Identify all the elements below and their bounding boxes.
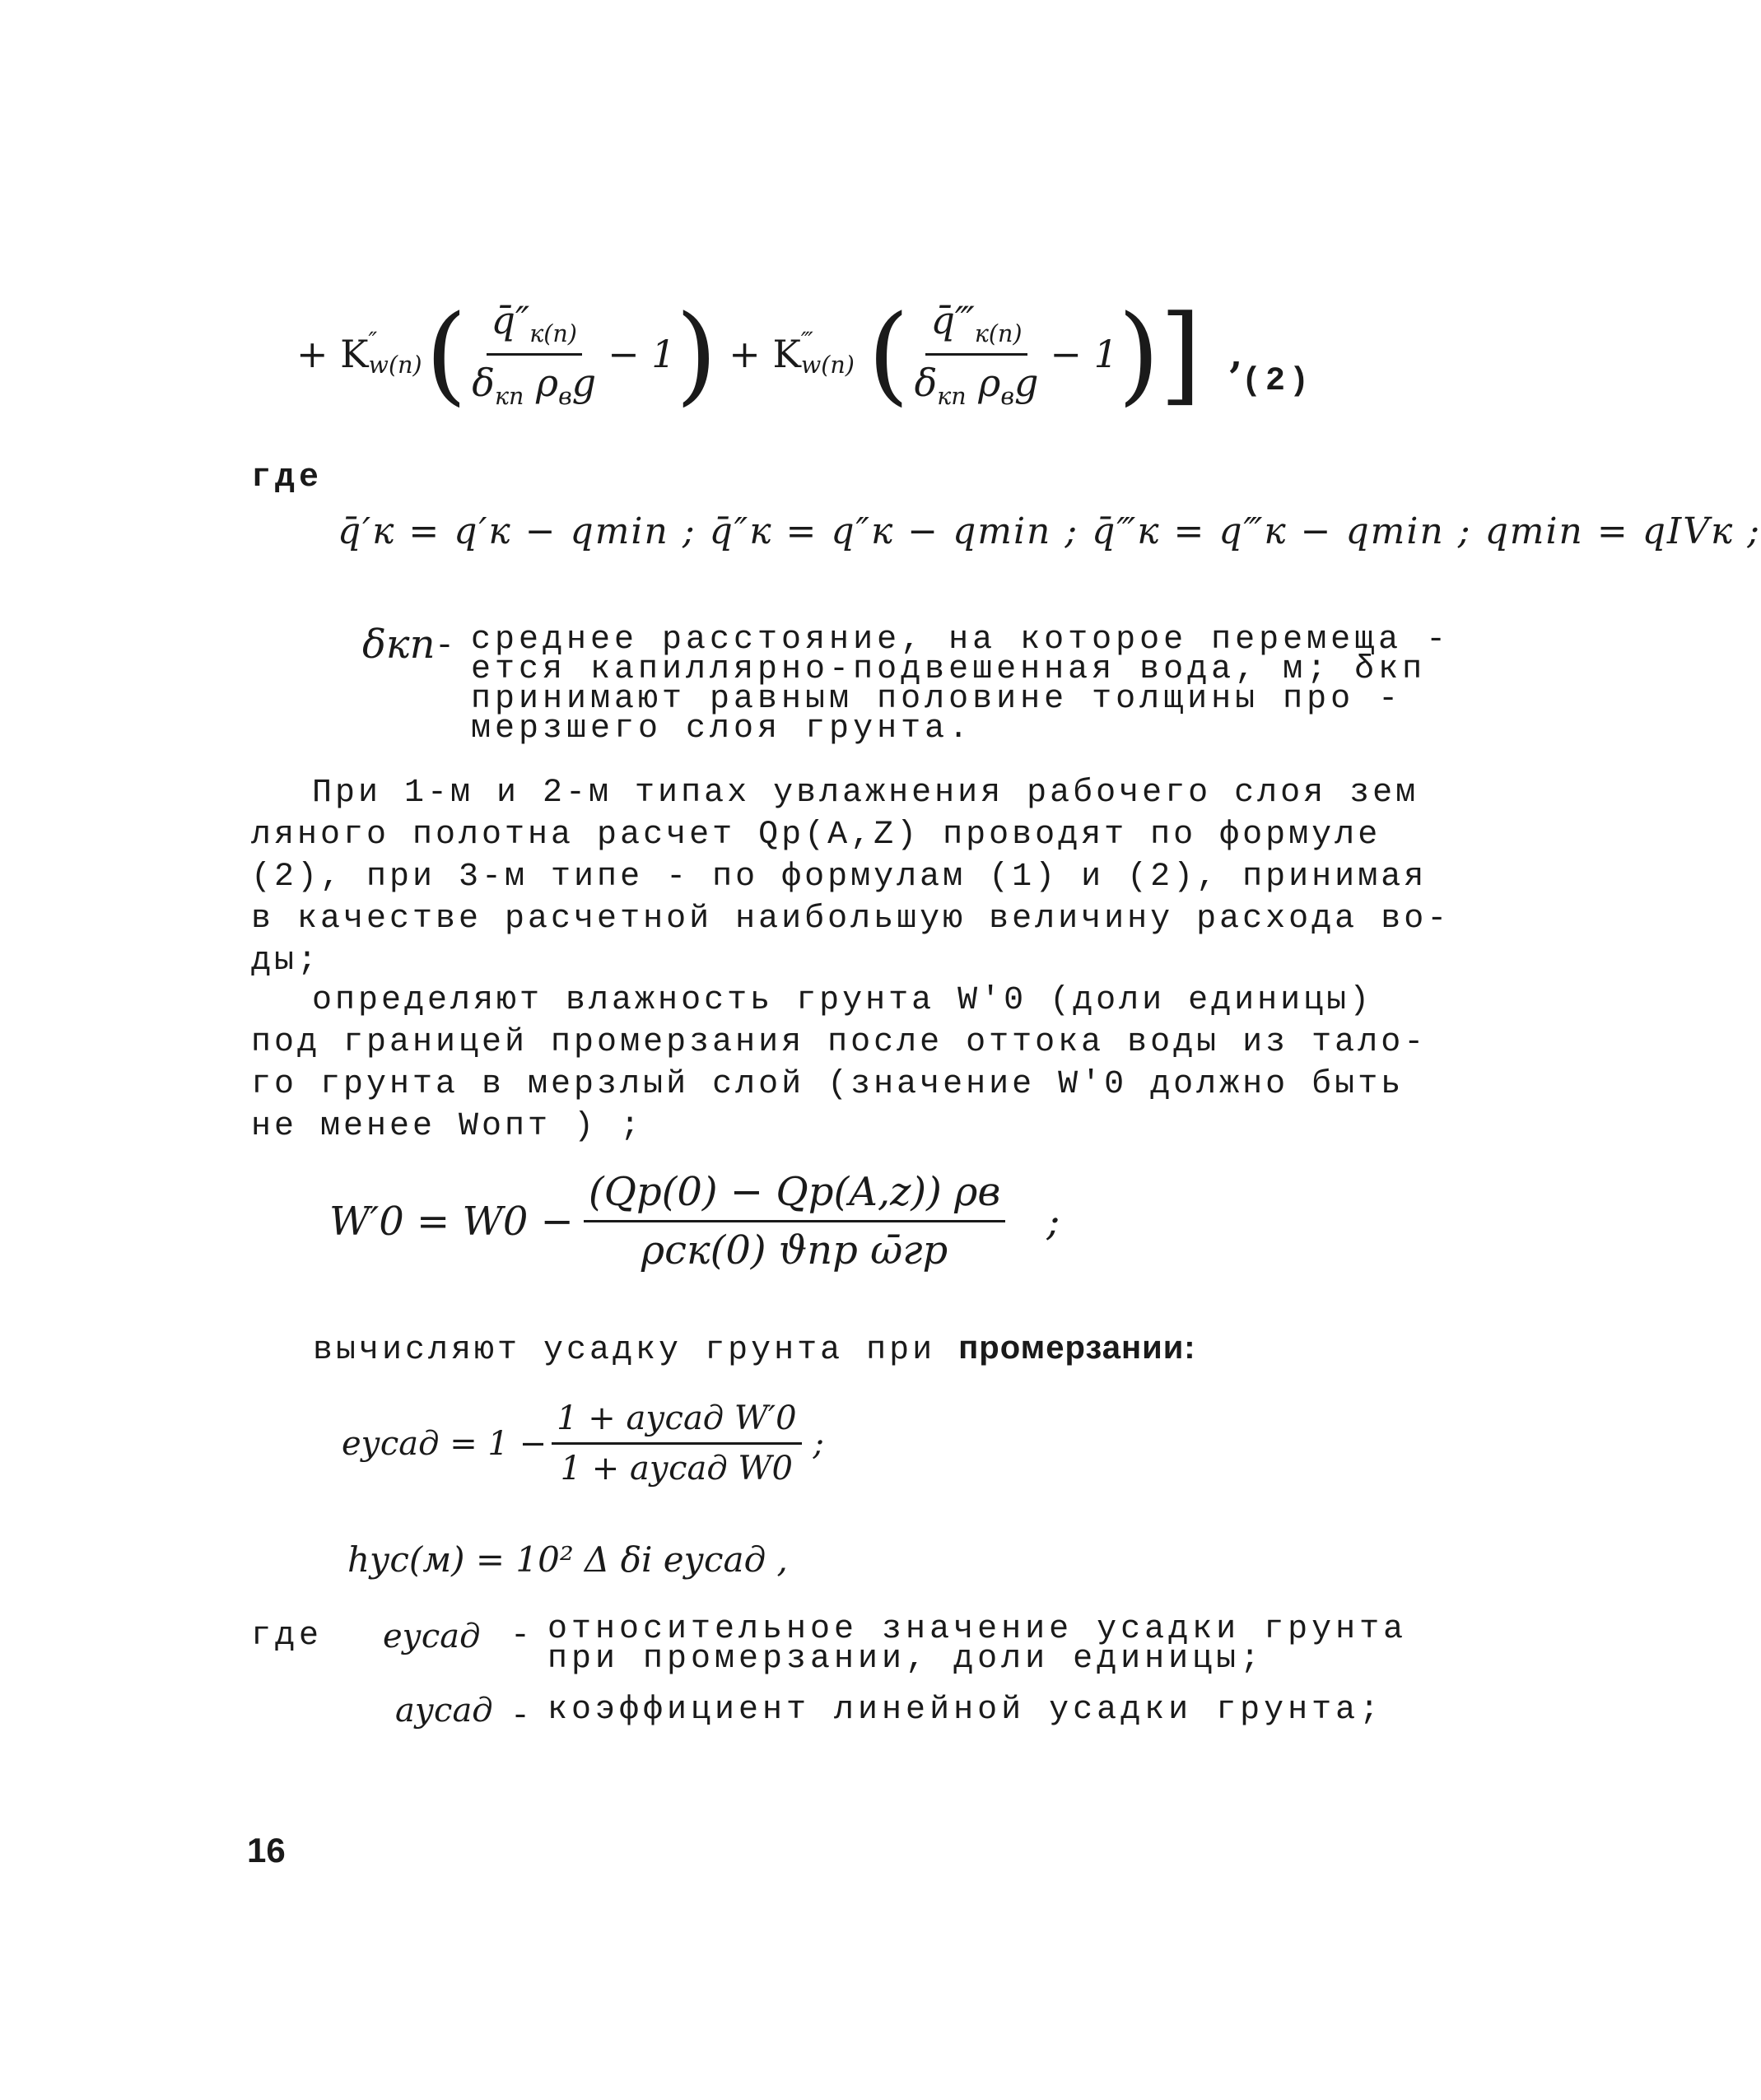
- where-label-2: где: [251, 1618, 324, 1655]
- formula-2-frac2-den-g: g: [1013, 360, 1039, 405]
- paragraph-1-line-3: (2), при 3-м типе - по формулам (1) и (2), принимая: [251, 859, 1428, 896]
- formula-w0-lhs: W′0 = W0 −: [329, 1198, 574, 1245]
- formula-e: [342, 1399, 824, 1488]
- def-e-dash: -: [510, 1618, 535, 1655]
- formula-2-frac2-den-rho-sub: в: [1000, 382, 1014, 410]
- page-number: 16: [247, 1831, 286, 1870]
- formula-2-plus-k: + K: [296, 332, 369, 376]
- formula-2-frac-2: [910, 298, 1044, 409]
- formula-e-lhs: eусад = 1 −: [342, 1424, 547, 1463]
- delta-kp-line-3: принимают равным половине толщины про -: [471, 681, 1403, 718]
- formula-2-k3-sub: w(n): [800, 352, 855, 379]
- def-a-line-1: коэффициент линейной усадки грунта;: [547, 1692, 1384, 1729]
- def-e-description: [547, 1611, 1408, 1678]
- formula-w0-tail: ;: [1046, 1198, 1060, 1245]
- formula-2-k3-sup: ‴: [800, 328, 813, 356]
- formula-2-minus-one-2: − 1: [1050, 332, 1118, 376]
- formula-2-frac1-num-sub: к(n): [529, 320, 577, 348]
- delta-kp-symbol: δкп: [362, 622, 436, 668]
- formula-e-tail: ;: [813, 1424, 824, 1463]
- formula-2-paren-close-2: ): [1117, 291, 1160, 417]
- formula-2-paren-open-1: (: [425, 291, 468, 417]
- formula-2-frac1-den-g: g: [571, 360, 597, 405]
- formula-2-frac2-den-sub: кп: [937, 382, 967, 410]
- formula-2-plus-k3: + K: [729, 332, 801, 376]
- def-a-dash: -: [510, 1698, 535, 1735]
- paragraph-3: [313, 1327, 1196, 1371]
- formula-2-minus-one-1: − 1: [608, 332, 676, 376]
- formula-2-number: (2): [1242, 363, 1314, 400]
- formula-2-frac1-den-rho-sub: в: [558, 382, 572, 410]
- formula-2-comma: ,: [1229, 332, 1243, 376]
- delta-kp-line-4: мерзшего слоя грунта.: [471, 710, 973, 747]
- paragraph-1-line-4: в качестве расчетной наибольшую величину расхода во-: [251, 901, 1451, 938]
- paragraph-2-line-4: не менее Wопт ) ;: [251, 1108, 644, 1145]
- def-a-symbol: aусад: [395, 1692, 493, 1730]
- formula-e-numerator: 1 + aусад W′0: [552, 1399, 801, 1445]
- formula-e-fraction: [552, 1399, 801, 1488]
- q-definitions: q̄′к = q′к − qmin ; q̄″к = q″к − qmin ; q̄‴к = q‴к − qmin ; qmin = qIVк ;: [338, 510, 1761, 552]
- paragraph-3-bold: промерзании:: [958, 1329, 1196, 1366]
- formula-w0-fraction: [584, 1169, 1005, 1274]
- where-label-1: где: [251, 459, 324, 496]
- paragraph-1-line-5: ды;: [251, 943, 321, 980]
- paragraph-1-line-2: ляного полотна расчет Qp(A,Z) проводят по формуле: [251, 817, 1381, 854]
- paragraph-2-line-1: определяют влажность грунта W′0 (доли единицы): [312, 982, 1373, 1019]
- paragraph-1: [251, 772, 1450, 982]
- formula-2-frac1-den: δ: [472, 360, 495, 405]
- def-e-symbol: eусад: [383, 1618, 481, 1655]
- formula-2-frac2-den: δ: [914, 360, 938, 405]
- formula-2: [296, 291, 1243, 417]
- paragraph-2: [251, 980, 1427, 1148]
- formula-w0: [329, 1169, 1060, 1274]
- formula-2-frac2-num: q̄‴: [930, 298, 975, 343]
- formula-2-frac1-den-rho: ρ: [536, 360, 559, 405]
- paragraph-2-line-2: под границей промерзания после оттока воды из тало-: [251, 1024, 1428, 1061]
- formula-2-k2-sup: ″: [368, 328, 378, 356]
- paragraph-1-line-1: При 1-м и 2-м типах увлажнения рабочего слоя зем: [312, 775, 1419, 812]
- delta-kp-line-2: ется капиллярно-подвешенная вода, м; δкп: [471, 651, 1427, 688]
- formula-h: hус(м) = 10² Δ δi eусад ,: [347, 1539, 788, 1580]
- paragraph-3-text: вычисляют усадку грунта при: [313, 1332, 959, 1369]
- def-e-line-2: при промерзании, доли единицы;: [547, 1641, 1265, 1678]
- formula-2-frac1-num: q̄″: [491, 298, 530, 343]
- delta-kp-description: [471, 622, 1451, 747]
- formula-2-frac2-den-rho: ρ: [978, 360, 1001, 405]
- paragraph-2-line-3: го грунта в мерзлый слой (значение W′0 должно быть: [251, 1066, 1405, 1103]
- formula-2-bracket-close: ]: [1159, 291, 1202, 417]
- formula-e-denominator: 1 + aусад W0: [560, 1450, 793, 1488]
- formula-2-frac-1: [467, 298, 601, 409]
- formula-w0-denominator: ρск(0) ϑпр ω̄гр: [641, 1227, 948, 1274]
- formula-2-k2-sub: w(n): [368, 352, 422, 379]
- formula-2-paren-close-1: ): [675, 291, 718, 417]
- def-e-line-1: относительное значение усадки грунта: [547, 1611, 1408, 1648]
- delta-kp-line-1: среднее расстояние, на которое перемеща -: [471, 622, 1451, 659]
- formula-w0-numerator: (Qp(0) − Qp(A,z)) ρв: [584, 1169, 1005, 1222]
- formula-2-paren-open-2: (: [867, 291, 910, 417]
- delta-kp-dash: -: [435, 628, 459, 665]
- formula-2-frac2-num-sub: к(n): [974, 320, 1023, 348]
- formula-2-frac1-den-sub: кп: [494, 382, 524, 410]
